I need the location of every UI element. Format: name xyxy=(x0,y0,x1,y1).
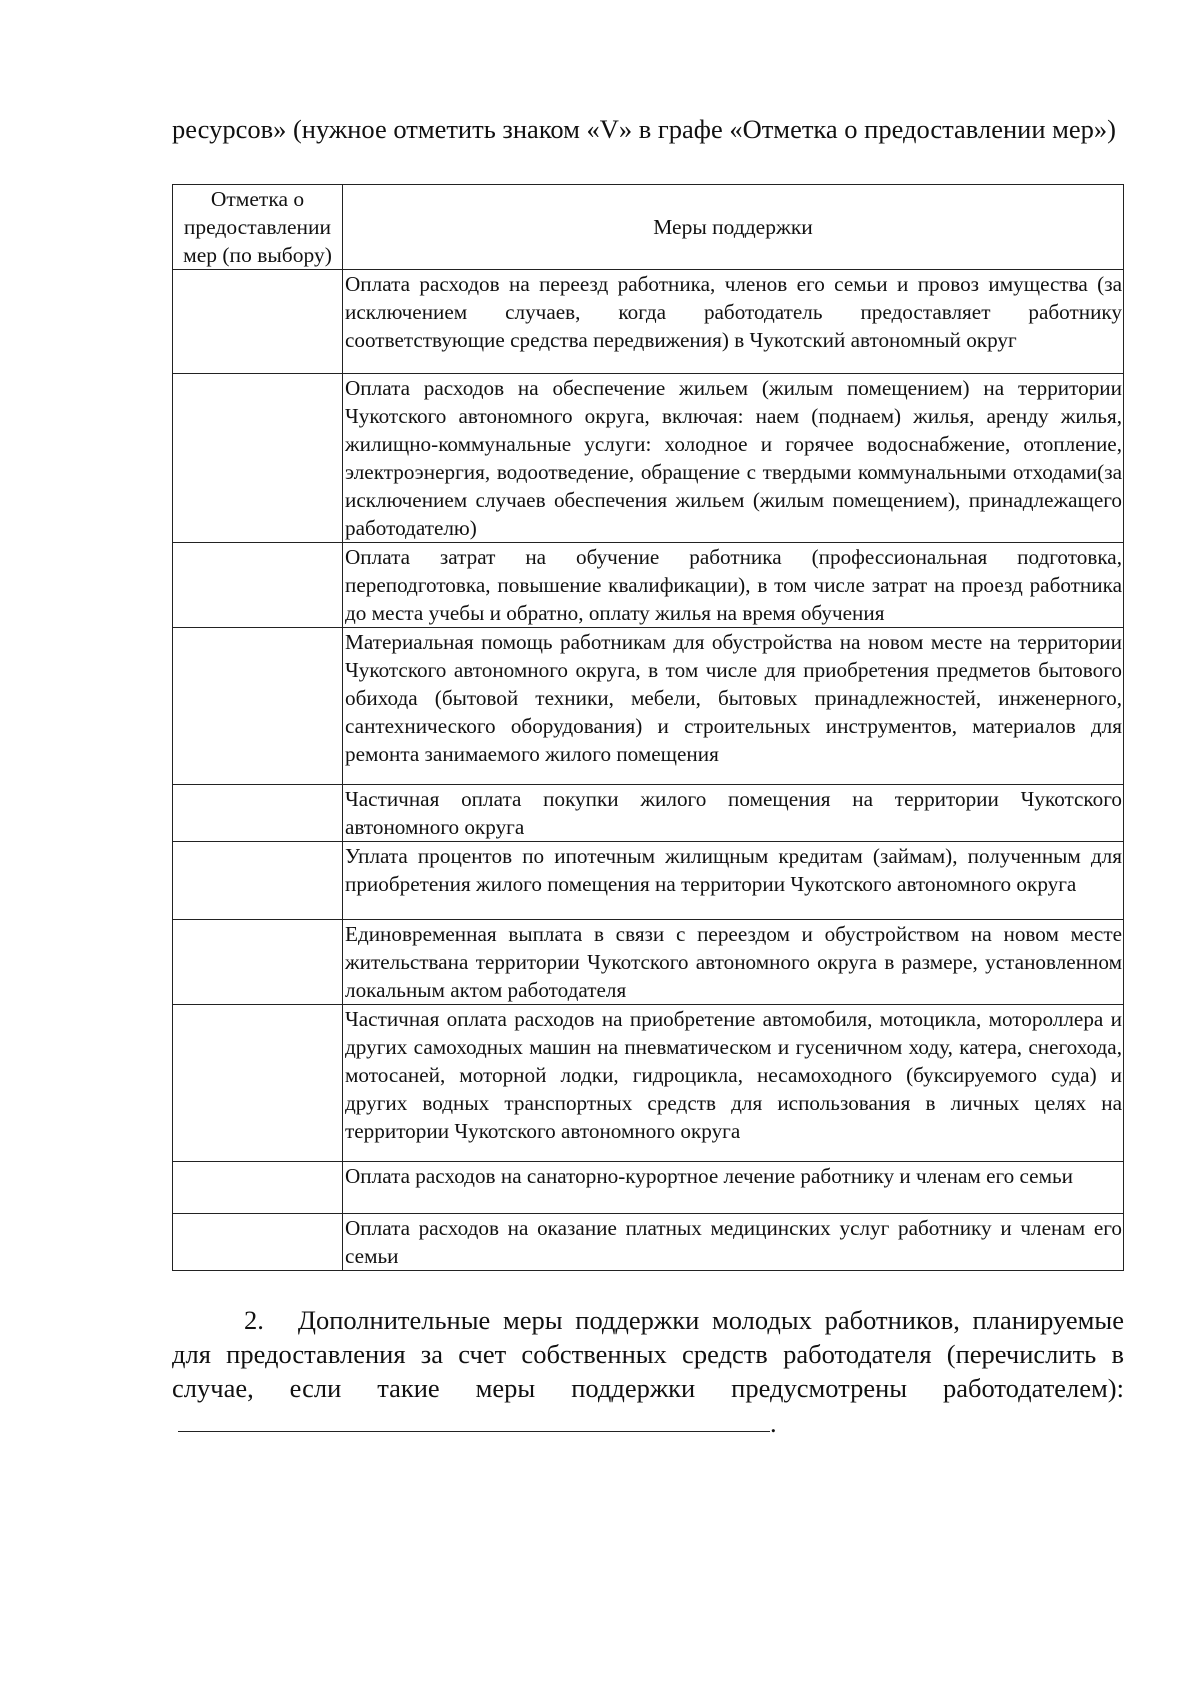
fill-in-line[interactable] xyxy=(178,1405,770,1432)
measure-text: Оплата расходов на обеспечение жильем (жилым помещением) на территории Чукотского автономного округа, включая: наем (поднаем) жилья, аренду жилья, жилищно-коммунальные услуги: холодное и горячее водоснабжение, отопление, электроэнергия, водоотведение, обращение с твердыми коммунальными отходами(за исключением случаев обеспечения жильем (жилым помещением), принадлежащего работодателю) xyxy=(343,374,1124,543)
mark-cell[interactable] xyxy=(173,1214,343,1271)
table-row xyxy=(173,628,1124,785)
mark-cell[interactable] xyxy=(173,628,343,785)
measure-text: Частичная оплата покупки жилого помещения на территории Чукотского автономного округа xyxy=(343,785,1124,842)
table-row xyxy=(173,842,1124,920)
table-row xyxy=(173,920,1124,1005)
table-row xyxy=(173,1162,1124,1214)
table-row xyxy=(173,270,1124,374)
paragraph-number: 2. xyxy=(244,1305,264,1335)
intro-text: ресурсов» (нужное отметить знаком «V» в графе «Отметка о предоставлении мер») xyxy=(172,114,1116,144)
measure-text: Оплата расходов на санаторно-курортное лечение работнику и членам его семьи xyxy=(343,1162,1124,1214)
table-row xyxy=(173,785,1124,842)
paragraph-2 xyxy=(172,1303,1124,1440)
mark-cell[interactable] xyxy=(173,1162,343,1214)
mark-cell[interactable] xyxy=(173,785,343,842)
table-row xyxy=(173,374,1124,543)
header-measures-column: Меры поддержки xyxy=(343,185,1124,270)
paragraph-text: Дополнительные меры поддержки молодых работников, планируемые для предоставления за счет собственных средств работодателя (перечислить в случае, если такие меры поддержки предусмотрены работодателем): xyxy=(172,1305,1124,1403)
paragraph-end-punct: . xyxy=(770,1408,777,1438)
table-row xyxy=(173,1214,1124,1271)
table-header-row xyxy=(173,185,1124,270)
header-mark-column: Отметка о предоставлении мер (по выбору) xyxy=(173,185,343,270)
support-measures-table xyxy=(172,184,1124,1271)
measure-text: Оплата расходов на оказание платных медицинских услуг работнику и членам его семьи xyxy=(343,1214,1124,1271)
document-page xyxy=(172,112,1124,1440)
mark-cell[interactable] xyxy=(173,374,343,543)
measure-text: Уплата процентов по ипотечным жилищным кредитам (займам), полученным для приобретения жилого помещения на территории Чукотского автономного округа xyxy=(343,842,1124,920)
mark-cell[interactable] xyxy=(173,920,343,1005)
mark-cell[interactable] xyxy=(173,842,343,920)
table-body xyxy=(173,270,1124,1271)
measure-text: Частичная оплата расходов на приобретение автомобиля, мотоцикла, мотороллера и других самоходных машин на пневматическом и гусеничном ходу, катера, снегохода, мотосаней, моторной лодки, гидроцикла, несамоходного (буксируемого суда) и других водных транспортных средств для использования в личных целях на территории Чукотского автономного округа xyxy=(343,1005,1124,1162)
mark-cell[interactable] xyxy=(173,270,343,374)
measure-text: Оплата затрат на обучение работника (профессиональная подготовка, переподготовка, повышение квалификации), в том числе затрат на проезд работника до места учебы и обратно, оплату жилья на время обучения xyxy=(343,543,1124,628)
measure-text: Материальная помощь работникам для обустройства на новом месте на территории Чукотского автономного округа, в том числе для приобретения предметов бытового обихода (бытовой техники, мебели, бытовых принадлежностей, инженерного, сантехнического оборудования) и строительных инструментов, материалов для ремонта занимаемого жилого помещения xyxy=(343,628,1124,785)
measure-text: Оплата расходов на переезд работника, членов его семьи и провоз имущества (за исключением случаев, когда работодатель предоставляет работнику соответствующие средства передвижения) в Чукотский автономный округ xyxy=(343,270,1124,374)
mark-cell[interactable] xyxy=(173,543,343,628)
table-row xyxy=(173,1005,1124,1162)
mark-cell[interactable] xyxy=(173,1005,343,1162)
measure-text: Единовременная выплата в связи с переездом и обустройством на новом месте жительствана территории Чукотского автономного округа в размере, установленном локальным актом работодателя xyxy=(343,920,1124,1005)
table-row xyxy=(173,543,1124,628)
